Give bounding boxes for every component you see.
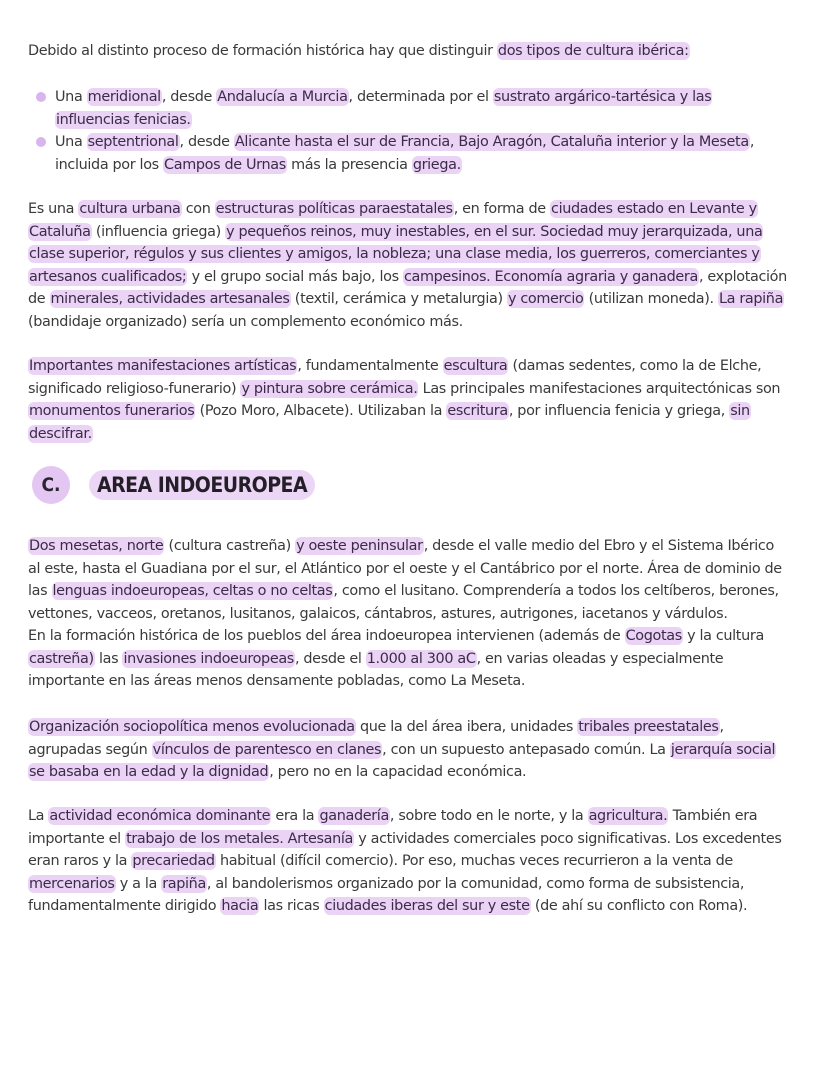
paragraph-economy [28, 805, 788, 918]
text-run: las ricas [259, 898, 324, 914]
text-run: , sobre todo en le norte, y la [389, 808, 588, 824]
text-run: , desde el valle medio del Ebro y el Sistema Ibérico al este, hasta el Guadiana por el sur, el Atlántico por el oeste y el Cantábrico por el norte. Área de dominio de las [28, 538, 782, 599]
intro-paragraph [28, 40, 788, 63]
text-run: , con un supuesto antepasado común. La [382, 741, 670, 758]
culture-types-list [28, 86, 788, 176]
highlighted-text: y comercio [507, 291, 584, 307]
highlighted-text: precariedad [132, 853, 215, 869]
text-run: Una [55, 134, 87, 150]
text-run: que la del área ibera, unidades [355, 719, 578, 735]
highlighted-text: cultura urbana [79, 201, 181, 217]
highlighted-text: vínculos de parentesco en clanes [152, 741, 382, 758]
highlighted-text: Alicante hasta el sur de Francia, Bajo Aragón, Cataluña interior y la Meseta [234, 134, 749, 150]
text-run: También era importante el [28, 808, 758, 847]
text-run: , fundamentalmente [297, 358, 443, 374]
highlighted-text: Dos mesetas, norte [29, 538, 164, 554]
highlighted-text: sustrato argárico-tartésica y las influencias fenicias. [56, 89, 712, 128]
text-run: era la [271, 808, 319, 824]
text-run: , determinada por el [348, 89, 493, 105]
highlighted-text: septentrional [87, 134, 179, 150]
text-run: (cultura castreña) [164, 538, 296, 554]
text-run: Es una [28, 201, 79, 217]
text-run: , explotación de [28, 268, 787, 307]
text-run: Una [55, 89, 87, 105]
list-item-text [55, 88, 712, 129]
list-item-text [55, 133, 754, 174]
text-run: y a la [115, 875, 162, 892]
section-title: AREA INDOEUROPEA [89, 470, 315, 500]
highlighted-text: ciudades estado en Levante y Cataluña [29, 201, 757, 240]
text-run: con [181, 201, 215, 217]
text-run: más la presencia [286, 156, 412, 173]
highlighted-text: tribales preestatales [578, 719, 719, 735]
highlighted-text: Organización sociopolítica menos evolucionada [29, 719, 355, 735]
text-run: La [28, 808, 49, 824]
paragraph-urban-culture [28, 198, 788, 333]
text-run: y el grupo social más bajo, los [187, 268, 403, 285]
highlighted-text: lenguas indoeuropeas, celtas o no celtas [52, 583, 333, 599]
highlighted-text: sin descifrar. [29, 403, 750, 442]
text-run: (damas sedentes, como la de Elche, significado religioso-funerario) [28, 358, 762, 397]
highlighted-text: castreña) [29, 650, 94, 667]
highlighted-text: 1.000 al 300 aC [366, 650, 476, 667]
text-run: las [94, 650, 123, 667]
highlighted-text: campesinos. Economía agraria y ganadera [403, 268, 698, 285]
intro-highlight: dos tipos de cultura ibérica: [497, 43, 689, 59]
text-run: , en varias oleadas y especialmente importante en las áreas menos densamente pobladas, como La Meseta. [28, 650, 724, 689]
highlighted-text: meridional [87, 89, 161, 105]
text-run: (influencia griega) [91, 223, 226, 240]
text-run: (Pozo Moro, Albacete). Utilizaban la [195, 403, 447, 419]
highlighted-text: estructuras políticas paraestatales [215, 201, 453, 217]
highlighted-text: actividad económica dominante [49, 808, 271, 824]
text-run: , en forma de [453, 201, 551, 217]
text-run: , por influencia fenicia y griega, [508, 403, 730, 419]
text-run: y actividades comerciales poco significativas. Los excedentes eran raros y la [28, 830, 782, 869]
text-run: , desde [161, 89, 217, 105]
highlighted-text: rapiña [162, 875, 206, 892]
highlighted-text: jerarquía social se basaba en la edad y la dignidad [29, 741, 776, 780]
text-run: (de ahí su conflicto con Roma). [530, 898, 748, 914]
list-item-meridional [28, 86, 788, 131]
highlighted-text: ganadería [319, 808, 389, 824]
text-run: , incluida por los [55, 134, 755, 173]
text-run: y la cultura [682, 628, 764, 644]
highlighted-text: ciudades iberas del sur y este [324, 898, 530, 914]
highlighted-text: y pintura sobre cerámica. [241, 380, 418, 397]
paragraph-organization [28, 716, 788, 784]
highlighted-text: y pequeños reinos, muy inestables, en el sur. Sociedad muy jerarquizada, una clase superior, régulos y sus clientes y amigos, la nobleza; una clase media, los guerreros, comerciantes y artesanos cualificados; [29, 223, 763, 285]
section-letter-badge: C. [32, 466, 70, 504]
highlighted-text: griega. [412, 156, 461, 173]
bullet-dot-icon [36, 92, 46, 102]
paragraph-mesetas [28, 535, 788, 693]
text-run: En la formación histórica de los pueblos del área indoeuropea intervienen (además de [28, 628, 625, 644]
text-run: , como el lusitano. Comprendería a todos los celtíberos, berones, vettones, vacceos, oretanos, lusitanos, galaicos, cántabros, astures, autrigones, iacetanos y várdulos. [28, 583, 779, 622]
highlighted-text: La rapiña [718, 291, 784, 307]
highlighted-text: invasiones indoeuropeas [123, 650, 294, 667]
highlighted-text: Importantes manifestaciones artísticas [29, 358, 297, 374]
paragraph-art [28, 355, 788, 445]
text-run: , al bandolerismos organizado por la comunidad, como forma de subsistencia, fundamentalmente dirigido [28, 875, 745, 914]
text-run: , pero no en la capacidad económica. [269, 764, 527, 780]
list-item-septentrional [28, 131, 788, 176]
highlighted-text: escritura [447, 403, 508, 419]
text-run: (bandidaje organizado) sería un complemento económico más. [28, 313, 463, 330]
highlighted-text: Cogotas [625, 628, 682, 644]
text-run: habitual (difícil comercio). Por eso, muchas veces recurrieron a la venta de [215, 853, 733, 869]
intro-text: Debido al distinto proceso de formación histórica hay que distinguir [28, 43, 497, 59]
highlighted-text: hacia [221, 898, 259, 914]
section-heading [32, 465, 315, 505]
text-run: (utilizan moneda). [584, 291, 718, 307]
highlighted-text: monumentos funerarios [29, 403, 195, 419]
highlighted-text: agricultura. [588, 808, 668, 824]
highlighted-text: Andalucía a Murcia [217, 89, 348, 105]
highlighted-text: Campos de Urnas [164, 156, 286, 173]
highlighted-text: mercenarios [29, 875, 115, 892]
text-run: , desde el [294, 650, 366, 667]
text-run: , agrupadas según [28, 719, 724, 758]
text-run: , desde [179, 134, 234, 150]
text-run: Las principales manifestaciones arquitectónicas son [418, 380, 781, 397]
highlighted-text: y oeste peninsular [296, 538, 423, 554]
text-run: (textil, cerámica y metalurgia) [290, 291, 507, 307]
highlighted-text: escultura [443, 358, 508, 374]
bullet-dot-icon [36, 137, 46, 147]
highlighted-text: trabajo de los metales. Artesanía [126, 830, 353, 847]
highlighted-text: minerales, actividades artesanales [50, 291, 290, 307]
